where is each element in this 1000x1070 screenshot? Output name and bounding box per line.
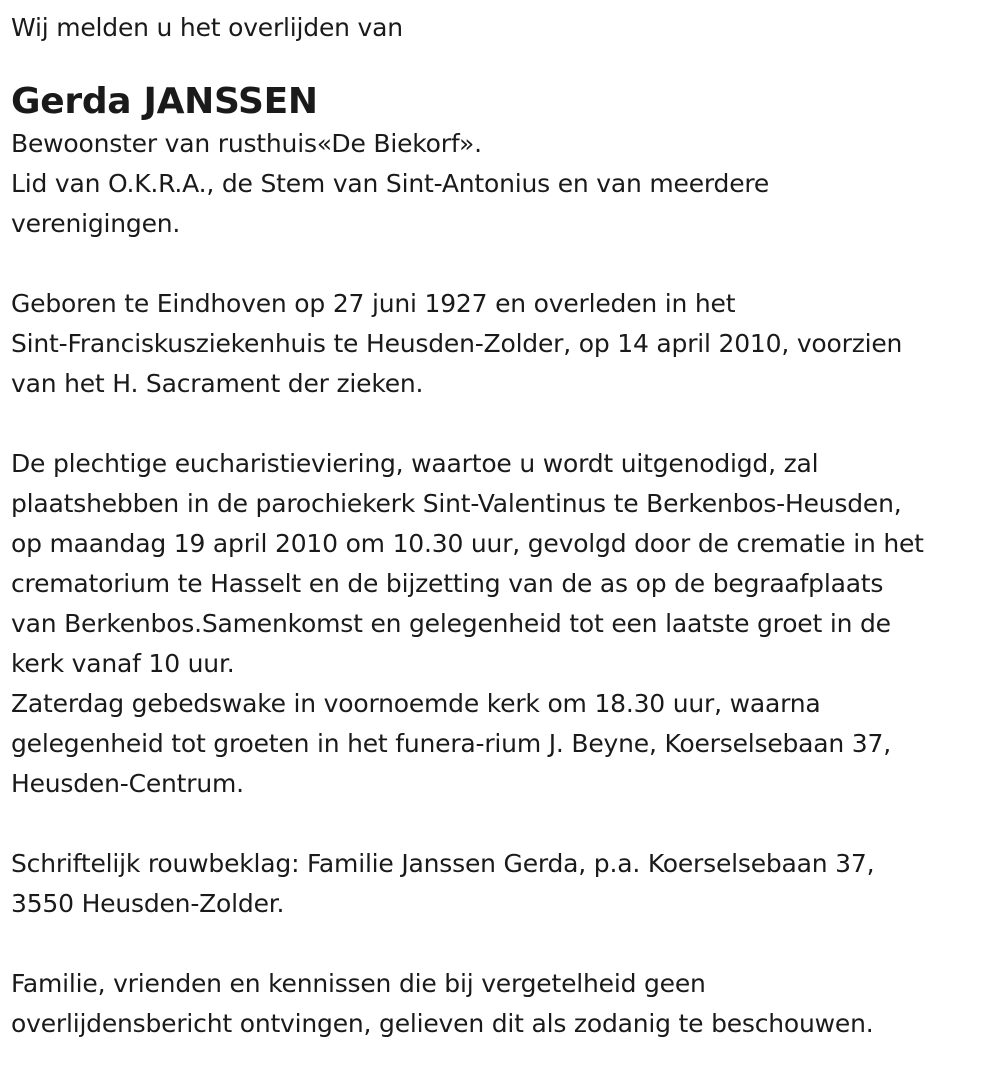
paragraph-line: kerk vanaf 10 uur. (11, 649, 235, 678)
intro-line: Wij melden u het overlijden van (11, 13, 403, 42)
birth-death-paragraph (11, 284, 1000, 404)
deceased-name: Gerda JANSSEN (11, 81, 318, 122)
paragraph-line: op maandag 19 april 2010 om 10.30 uur, gevolgd door de crematie in het (11, 529, 924, 558)
paragraph-line: Schriftelijk rouwbeklag: Familie Janssen Gerda, p.a. Koerselsebaan 37, (11, 849, 875, 878)
paragraph-line: Zaterdag gebedswake in voornoemde kerk om 18.30 uur, waarna (11, 689, 821, 718)
paragraph-line: Bewoonster van rusthuis«De Biekorf». (11, 129, 482, 158)
paragraph-line: Familie, vrienden en kennissen die bij vergetelheid geen (11, 969, 706, 998)
paragraph-line: De plechtige eucharistieviering, waartoe u wordt uitgenodigd, zal (11, 449, 819, 478)
paragraph-line: van Berkenbos.Samenkomst en gelegenheid tot een laatste groet in de (11, 609, 891, 638)
paragraph-line: overlijdensbericht ontvingen, gelieven dit als zodanig te beschouwen. (11, 1009, 874, 1038)
paragraph-line: gelegenheid tot groeten in het funera-rium J. Beyne, Koerselsebaan 37, (11, 729, 891, 758)
paragraph-line: verenigingen. (11, 209, 181, 238)
residence-membership-paragraph (11, 124, 1000, 244)
paragraph-line: Heusden-Centrum. (11, 769, 244, 798)
paragraph-line: Geboren te Eindhoven op 27 juni 1927 en overleden in het (11, 289, 736, 318)
paragraph-line: plaatshebben in de parochiekerk Sint-Valentinus te Berkenbos-Heusden, (11, 489, 902, 518)
condolence-address-paragraph (11, 844, 1000, 924)
paragraph-line: 3550 Heusden-Zolder. (11, 889, 285, 918)
paragraph-line: Sint-Franciskusziekenhuis te Heusden-Zolder, op 14 april 2010, voorzien (11, 329, 903, 358)
paragraph-line: crematorium te Hasselt en de bijzetting van de as op de begraafplaats (11, 569, 884, 598)
funeral-service-paragraph (11, 444, 1000, 804)
paragraph-line: Lid van O.K.R.A., de Stem van Sint-Antonius en van meerdere (11, 169, 770, 198)
closing-note-paragraph (11, 964, 1000, 1044)
paragraph-line: van het H. Sacrament der zieken. (11, 369, 424, 398)
